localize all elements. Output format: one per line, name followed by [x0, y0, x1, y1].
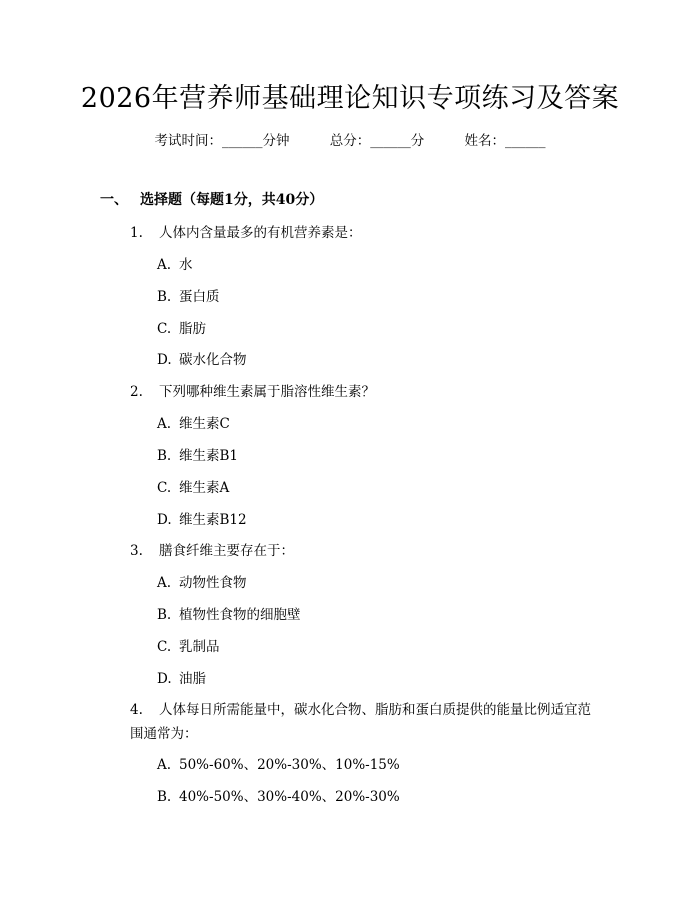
question-2-option-a: [157, 414, 230, 434]
question-text: 人体内含量最多的有机营养素是：: [159, 225, 362, 241]
question-1-option-c: [157, 319, 206, 339]
option-text: 油脂: [179, 671, 206, 687]
option-label: C.: [157, 639, 172, 655]
exam-info-line: [0, 131, 700, 151]
option-text: 水: [179, 257, 193, 273]
option-text: 50%-60%、20%-30%、10%-15%: [179, 757, 400, 773]
option-label: B.: [157, 448, 172, 464]
option-label: A.: [157, 757, 172, 773]
option-label: C.: [157, 480, 172, 496]
option-text: 碳水化合物: [179, 352, 247, 368]
option-label: D.: [157, 352, 172, 368]
question-text: 膳食纤维主要存在于：: [159, 543, 294, 559]
question-4-option-a: [157, 755, 400, 775]
option-label: B.: [157, 607, 172, 623]
question-1-stem: [130, 223, 362, 243]
question-2-option-d: [157, 510, 247, 530]
option-label: A.: [157, 575, 172, 591]
option-text: 维生素C: [179, 416, 230, 432]
question-number: 1.: [130, 225, 143, 241]
option-text: 乳制品: [179, 639, 220, 655]
question-number: 3.: [130, 543, 143, 559]
question-2-option-c: [157, 478, 229, 498]
question-number: 4.: [130, 702, 143, 718]
question-number: 2.: [130, 384, 143, 400]
question-3-option-a: [157, 573, 247, 593]
option-text: 植物性食物的细胞壁: [179, 607, 301, 623]
question-text-line-2: 围通常为：: [130, 726, 198, 742]
option-label: C.: [157, 321, 172, 337]
question-1-option-a: [157, 255, 193, 275]
option-text: 维生素B12: [179, 512, 247, 528]
option-label: B.: [157, 289, 172, 305]
section-heading: [100, 190, 323, 210]
question-3-option-d: [157, 669, 206, 689]
question-text-line-1: 人体每日所需能量中，碳水化合物、脂肪和蛋白质提供的能量比例适宜范: [159, 702, 591, 718]
question-2-option-b: [157, 446, 238, 466]
option-label: B.: [157, 789, 172, 805]
option-text: 动物性食物: [179, 575, 247, 591]
option-text: 蛋白质: [179, 289, 220, 305]
question-1-option-b: [157, 287, 220, 307]
question-4-option-b: [157, 787, 400, 807]
option-label: D.: [157, 671, 172, 687]
option-label: D.: [157, 512, 172, 528]
question-1-option-d: [157, 350, 247, 370]
question-4-stem: [130, 700, 591, 720]
question-2-stem: [130, 382, 375, 402]
question-3-stem: [130, 541, 294, 561]
question-3-option-b: [157, 605, 301, 625]
option-text: 维生素B1: [179, 448, 239, 464]
section-title: 选择题（每题1分，共40分）: [140, 192, 324, 208]
option-text: 维生素A: [179, 480, 230, 496]
exam-time-field: 考试时间：______分钟: [154, 133, 290, 149]
question-4-stem-continued: [130, 724, 198, 744]
student-name-field: 姓名：______: [464, 133, 546, 149]
option-label: A.: [157, 257, 172, 273]
total-score-field: 总分：______分: [329, 133, 425, 149]
question-3-option-c: [157, 637, 220, 657]
option-text: 40%-50%、30%-40%、20%-30%: [179, 789, 400, 805]
question-text: 下列哪种维生素属于脂溶性维生素？: [159, 384, 375, 400]
section-number: 一、: [100, 192, 128, 208]
option-text: 脂肪: [179, 321, 206, 337]
document-title: 2026年营养师基础理论知识专项练习及答案: [80, 83, 620, 114]
option-label: A.: [157, 416, 172, 432]
